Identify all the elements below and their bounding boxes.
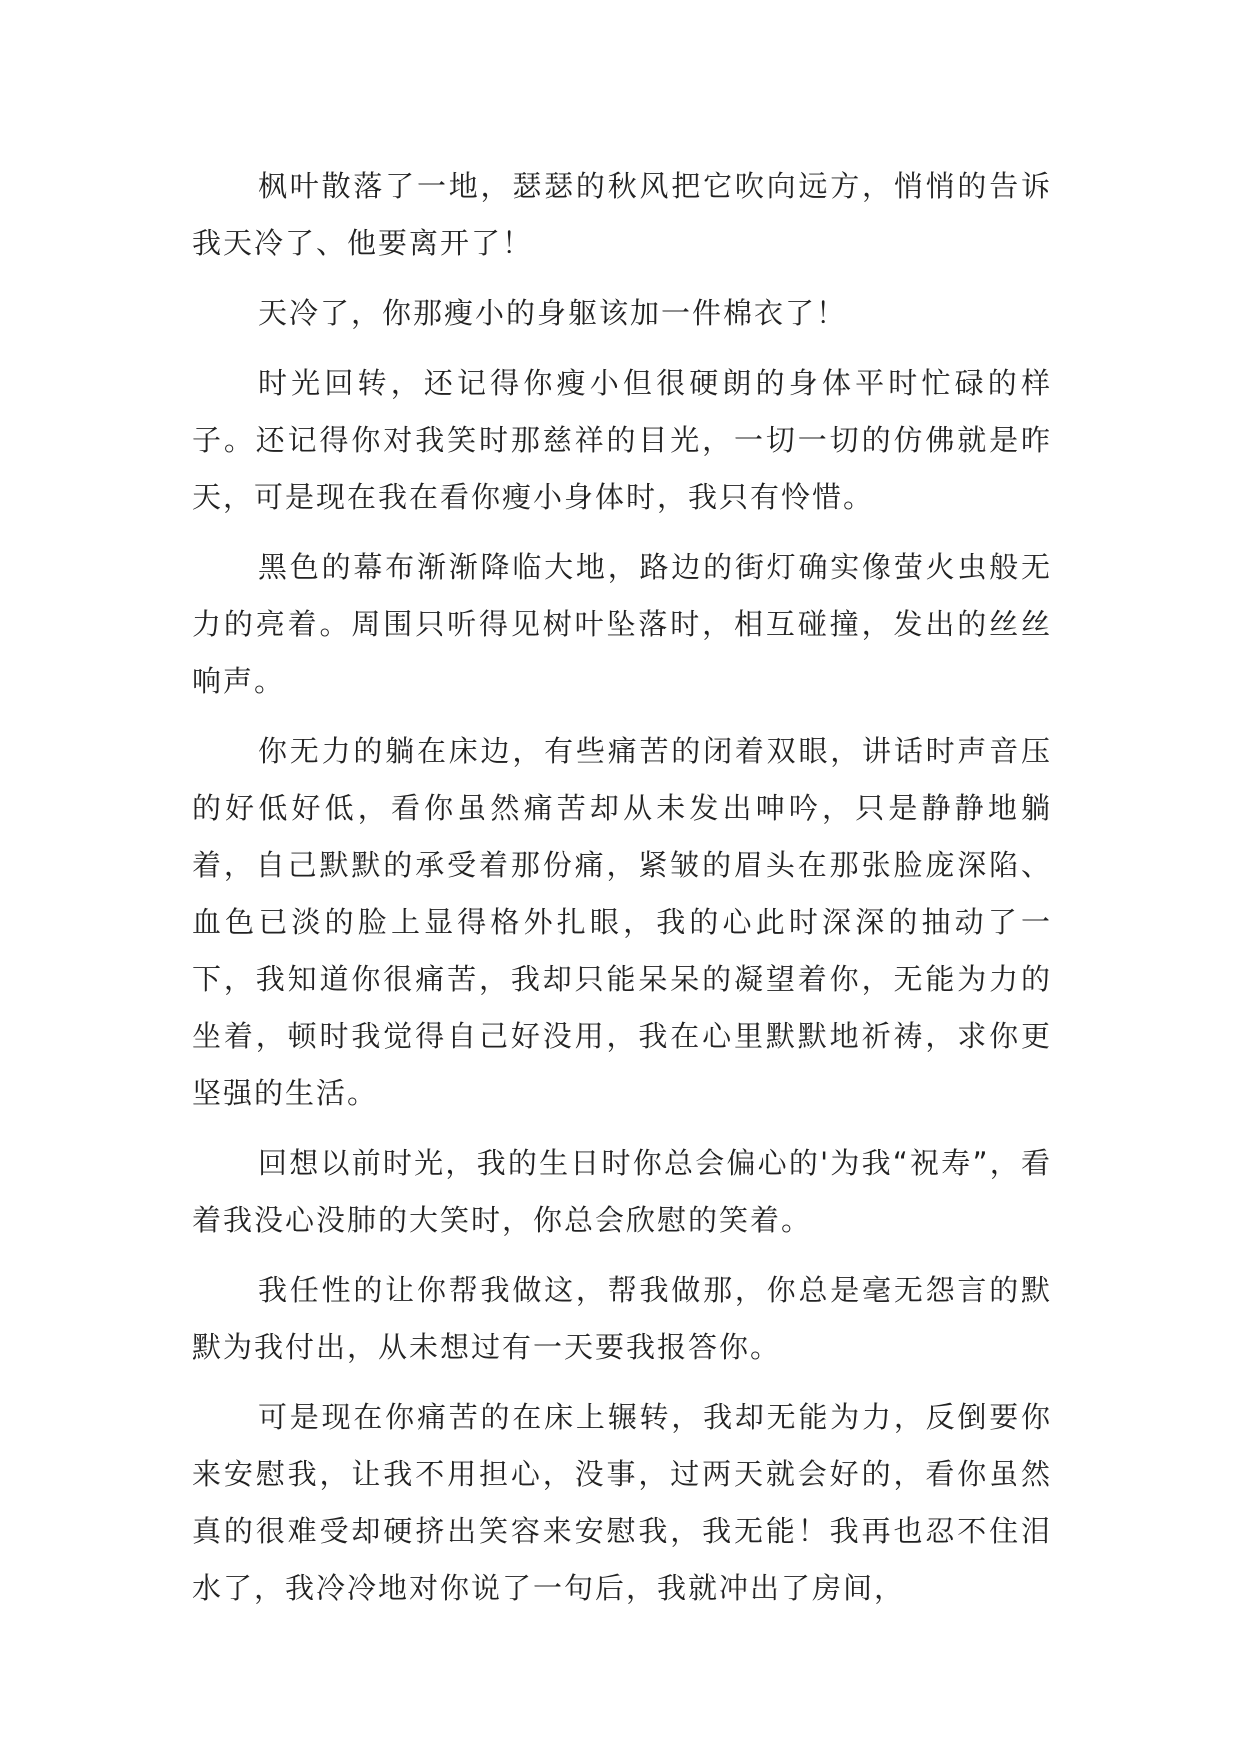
paragraph-6: 回想以前时光，我的生日时你总会偏心的'为我“祝寿”，看着我没心没肺的大笑时，你总会欣慰的笑着。 [192,1146,1052,1237]
paragraph-8: 可是现在你痛苦的在床上辗转，我却无能为力，反倒要你来安慰我，让我不用担心，没事，过两天就会好的，看你虽然真的很难受却硬挤出笑容来安慰我，我无能！我再也忍不住泪水了，我冷冷地对你说了一句后，我就冲出了房间， [192,1400,1052,1605]
paragraph-4: 黑色的幕布渐渐降临大地，路边的街灯确实像萤火虫般无力的亮着。周围只听得见树叶坠落时，相互碰撞，发出的丝丝响声。 [192,550,1052,698]
paragraph-2: 天冷了，你那瘦小的身躯该加一件棉衣了！ [258,296,848,330]
paragraph-7: 我任性的让你帮我做这，帮我做那，你总是毫无怨言的默默为我付出，从未想过有一天要我报答你。 [192,1273,1052,1364]
paragraph-1: 枫叶散落了一地，瑟瑟的秋风把它吹向远方，悄悄的告诉我天冷了、他要离开了！ [192,169,1052,260]
document-body [192,158,1052,1630]
paragraph-5: 你无力的躺在床边，有些痛苦的闭着双眼，讲话时声音压的好低好低，看你虽然痛苦却从未发出呻吟，只是静静地躺着，自己默默的承受着那份痛，紧皱的眉头在那张脸庞深陷、血色已淡的脸上显得格外扎眼，我的心此时深深的抽动了一下，我知道你很痛苦，我却只能呆呆的凝望着你，无能为力的坐着，顿时我觉得自己好没用，我在心里默默地祈祷，求你更坚强的生活。 [192,734,1052,1110]
paragraph-3: 时光回转，还记得你瘦小但很硬朗的身体平时忙碌的样子。还记得你对我笑时那慈祥的目光，一切一切的仿佛就是昨天，可是现在我在看你瘦小身体时，我只有怜惜。 [192,366,1052,514]
